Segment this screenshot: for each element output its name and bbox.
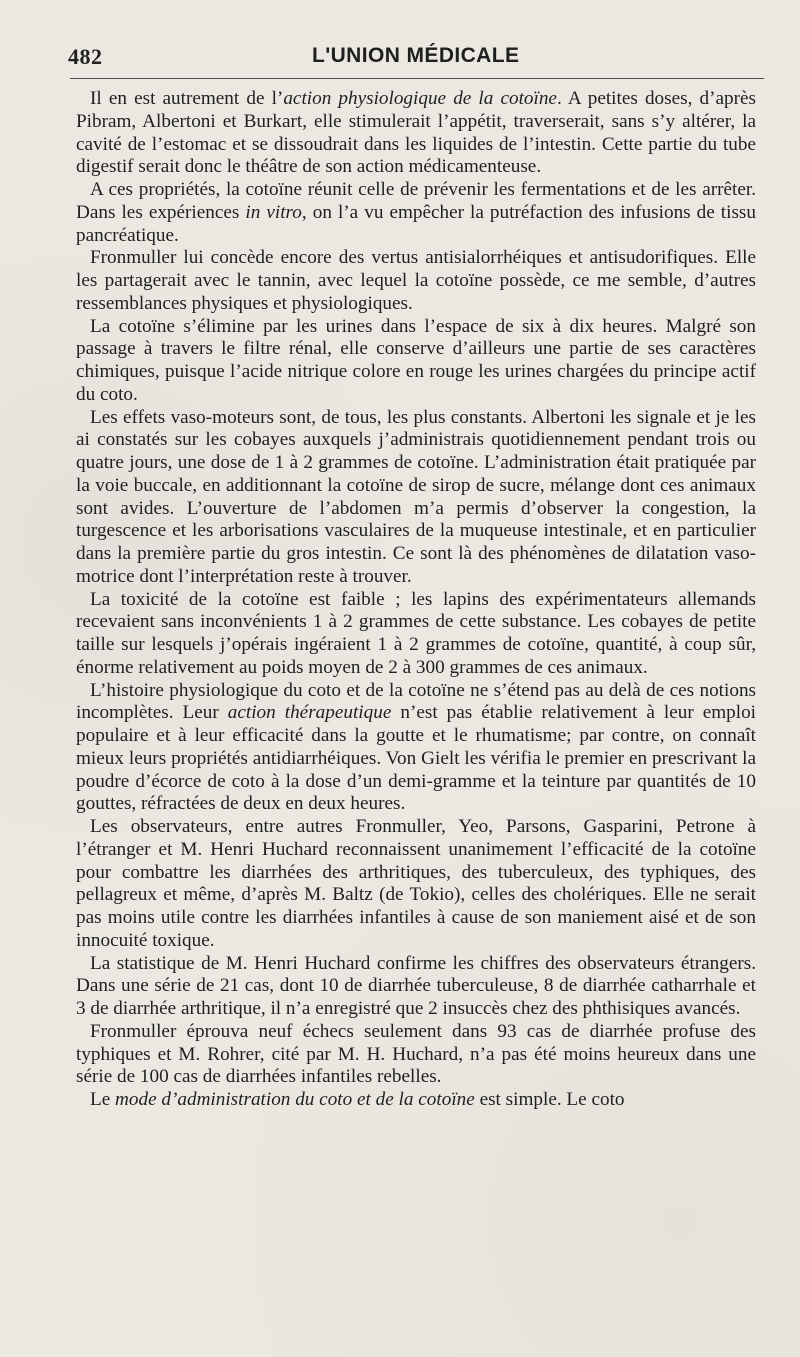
paragraph-3-part-1: Fronmuller lui concède encore des vertus antisialorrhéiques et antisudorifiques. Elle les partagerait avec le tannin, avec lequel la cotoïne possède, ce me semble, d’autres ressemblances physiques et physiologiques. (76, 247, 756, 314)
paragraph-4-part-1: La cotoïne s’élimine par les urines dans l’espace de six à dix heures. Malgré son passage à travers le filtre rénal, elle conserve d’ailleurs une partie de ses caractères chimiques, puisque l’acide nitrique colore en rouge les urines chargées du principe actif du coto. (76, 315, 756, 405)
page-header (68, 44, 756, 70)
article-body (76, 88, 756, 1112)
paragraph-7-part-2: action thérapeutique (227, 702, 392, 724)
paragraph-11-part-2: mode d’administration du coto et de la cotoïne (115, 1089, 475, 1110)
paragraph-1-part-3: . A petites doses, d’après Pibram, Albertoni et Burkart, elle stimulerait l’appétit, traverserait, sans s’y altérer, la cavité de l’estomac et se dissoudrait dans les liquides de l’intestin. Cette partie du tube digestif serait donc le théâtre de son action médicamenteuse. (76, 88, 756, 178)
paragraph-5-part-1: Les effets vaso-moteurs sont, de tous, les plus constants. Albertoni les signale et je les ai constatés sur les cobayes auxquels j’administrais quotidiennement pendant trois ou quatre jours, une dose de 1 à 2 grammes de cotoïne. L’administration était pratiquée par la voie buccale, en additionnant la cotoïne de sirop de sucre, mélange dont ces animaux sont avides. L’ouverture de l’abdomen m’a permis d’observer la congestion, la turgescence et les arborisations vasculaires de la muqueuse intestinale, et en particulier dans la première partie du gros intestin. Ce sont là des phénomènes de dilatation vaso-motrice dont l’interprétation reste à trouver. (76, 406, 756, 587)
paragraph-6 (76, 589, 756, 680)
running-head: L'UNION MÉDICALE (312, 44, 520, 67)
paragraph-2-part-2: in vitro (245, 201, 302, 223)
paragraph-9-part-1: La statistique de M. Henri Huchard confirme les chiffres des observateurs étrangers. Dans une série de 21 cas, dont 10 de diarrhée tuberculeuse, 8 de diarrhée catharrhale et 3 de diarrhée arthritique, il n’a enregistré que 2 insuccès chez des phthisiques avancés. (76, 952, 756, 1019)
paragraph-8-part-1: Les observateurs, entre autres Fronmuller, Yeo, Parsons, Gasparini, Petrone à l’étranger et M. Henri Huchard reconnaissent unanimement l’efficacité de la cotoïne pour combattre les diarrhées des arthritiques, des tuberculeux, des typhiques, des pellagreux et même, d’après M. Baltz (de Tokio), celles des cholériques. Elle ne serait pas moins utile contre les diarrhées infantiles à cause de son maniement aisé et de son innocuité toxique. (76, 816, 756, 951)
paragraph-11-part-3: est simple. Le coto (474, 1089, 625, 1110)
paragraph-11 (76, 1089, 756, 1112)
paragraph-4 (76, 316, 756, 407)
paragraph-6-part-1: La toxicité de la cotoïne est faible ; les lapins des expérimentateurs allemands recevaient sans inconvénients 1 à 2 grammes de cette substance. Les cobayes de petite taille sur lesquels j’opérais ingéraient 1 à 2 grammes de cotoïne, quantité, à coup sûr, énorme relativement au poids moyen de 2 à 300 grammes de ces animaux. (76, 588, 756, 678)
page-number: 482 (68, 44, 103, 69)
paragraph-10-part-1: Fronmuller éprouva neuf échecs seulement dans 93 cas de diarrhée profuse des typhiques et M. Rohrer, cité par M. H. Huchard, n’a pas été moins heureux dans une série de 100 cas de diarrhées infantiles rebelles. (76, 1020, 756, 1088)
paragraph-10 (76, 1021, 756, 1089)
paragraph-5 (76, 407, 756, 589)
header-rule (70, 78, 764, 79)
paragraph-2 (76, 179, 756, 247)
paragraph-8 (76, 816, 756, 953)
paragraph-2-part-3: , on l’a vu empêcher la putréfaction des infusions de tissu pancréatique. (76, 201, 756, 246)
paragraph-9 (76, 953, 756, 1021)
paragraph-1-part-2: action physiologique de la cotoïne (283, 88, 557, 109)
paragraph-2-part-1: A ces propriétés, la cotoïne réunit celle de prévenir les fermentations et de les arrêter. Dans les expériences (76, 179, 756, 223)
paragraph-7-part-1: L’histoire physiologique du coto et de la cotoïne ne s’étend pas au delà de ces notions incomplètes. Leur (76, 679, 756, 724)
paragraph-3 (76, 247, 756, 315)
paragraph-7 (76, 680, 756, 817)
paragraph-1-part-1: Il en est autrement de l’ (90, 88, 284, 109)
paragraph-1 (76, 88, 756, 179)
paragraph-7-part-3: n’est pas établie relativement à leur emploi populaire et à leur efficacité dans la goutte et le rhumatisme; par contre, on connaît mieux leurs propriétés antidiarrhéiques. Von Gielt les vérifia le premier en prescrivant la poudre d’écorce de coto à la dose d’un demi-gramme et la teinture par quantités de 10 gouttes, réfractées de deux en deux heures. (76, 702, 757, 815)
paragraph-11-part-1: Le (90, 1089, 116, 1110)
